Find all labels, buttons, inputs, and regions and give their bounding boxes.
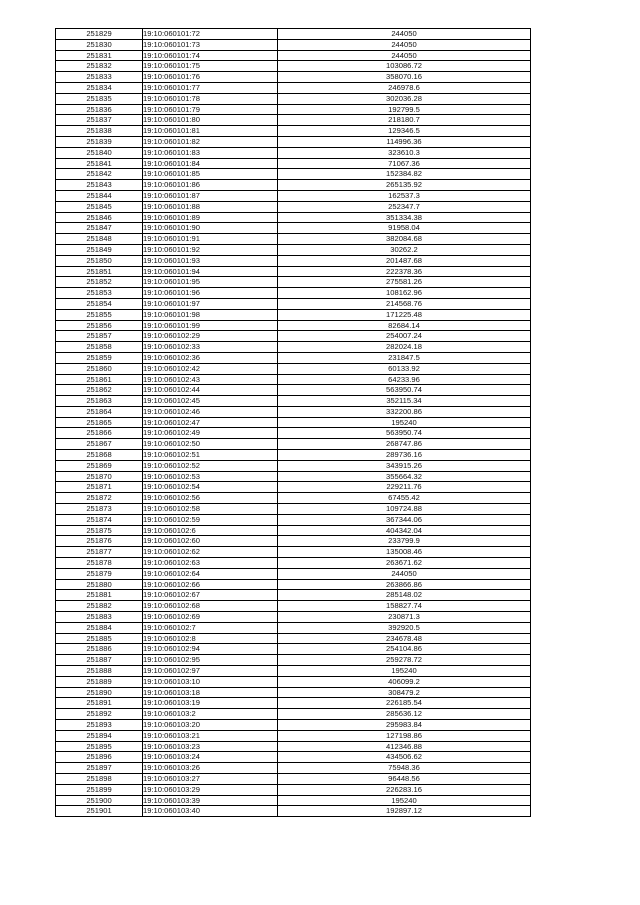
- row-number-cell: 251890: [56, 687, 143, 698]
- row-number-cell: 251834: [56, 82, 143, 93]
- cadastral-number-cell: 19:10:060102:8: [143, 633, 278, 644]
- row-number-cell: 251838: [56, 126, 143, 137]
- amount-cell: 323610.3: [278, 147, 531, 158]
- table-row: [56, 450, 531, 461]
- row-number-cell: 251867: [56, 439, 143, 450]
- amount-cell: 308479.2: [278, 687, 531, 698]
- table-row: [56, 579, 531, 590]
- amount-cell: 195240: [278, 666, 531, 677]
- amount-cell: 195240: [278, 795, 531, 806]
- cadastral-number-cell: 19:10:060102:49: [143, 428, 278, 439]
- table-row: [56, 763, 531, 774]
- cadastral-number-cell: 19:10:060102:29: [143, 331, 278, 342]
- amount-cell: 114996.36: [278, 136, 531, 147]
- row-number-cell: 251836: [56, 104, 143, 115]
- amount-cell: 218180.7: [278, 115, 531, 126]
- table-row: [56, 752, 531, 763]
- cadastral-number-cell: 19:10:060102:67: [143, 590, 278, 601]
- row-number-cell: 251875: [56, 525, 143, 536]
- cadastral-number-cell: 19:10:060102:54: [143, 482, 278, 493]
- table-row: [56, 331, 531, 342]
- amount-cell: 275581.26: [278, 277, 531, 288]
- cadastral-number-cell: 19:10:060101:96: [143, 288, 278, 299]
- amount-cell: 268747.86: [278, 439, 531, 450]
- amount-cell: 285636.12: [278, 709, 531, 720]
- table-row: [56, 29, 531, 40]
- amount-cell: 82684.14: [278, 320, 531, 331]
- table-row: [56, 525, 531, 536]
- table-row: [56, 709, 531, 720]
- cadastral-number-cell: 19:10:060103:18: [143, 687, 278, 698]
- table-row: [56, 439, 531, 450]
- cadastral-number-cell: 19:10:060101:79: [143, 104, 278, 115]
- row-number-cell: 251851: [56, 266, 143, 277]
- amount-cell: 226283.16: [278, 784, 531, 795]
- amount-cell: 259278.72: [278, 655, 531, 666]
- cadastral-number-cell: 19:10:060102:95: [143, 655, 278, 666]
- row-number-cell: 251887: [56, 655, 143, 666]
- row-number-cell: 251899: [56, 784, 143, 795]
- table-row: [56, 676, 531, 687]
- row-number-cell: 251872: [56, 493, 143, 504]
- row-number-cell: 251868: [56, 450, 143, 461]
- row-number-cell: 251840: [56, 147, 143, 158]
- row-number-cell: 251833: [56, 72, 143, 83]
- cadastral-number-cell: 19:10:060101:95: [143, 277, 278, 288]
- cadastral-number-cell: 19:10:060102:44: [143, 385, 278, 396]
- amount-cell: 108162.96: [278, 288, 531, 299]
- row-number-cell: 251831: [56, 50, 143, 61]
- table-row: [56, 558, 531, 569]
- amount-cell: 60133.92: [278, 363, 531, 374]
- amount-cell: 246978.6: [278, 82, 531, 93]
- row-number-cell: 251898: [56, 773, 143, 784]
- table-row: [56, 93, 531, 104]
- cadastral-number-cell: 19:10:060102:64: [143, 568, 278, 579]
- row-number-cell: 251874: [56, 514, 143, 525]
- cadastral-number-cell: 19:10:060102:58: [143, 504, 278, 515]
- cadastral-number-cell: 19:10:060102:52: [143, 460, 278, 471]
- amount-cell: 222378.36: [278, 266, 531, 277]
- row-number-cell: 251883: [56, 612, 143, 623]
- table-row: [56, 82, 531, 93]
- amount-cell: 233799.9: [278, 536, 531, 547]
- table-row: [56, 655, 531, 666]
- amount-cell: 289736.16: [278, 450, 531, 461]
- table-row: [56, 633, 531, 644]
- row-number-cell: 251878: [56, 558, 143, 569]
- table-row: [56, 255, 531, 266]
- amount-cell: 171225.48: [278, 309, 531, 320]
- amount-cell: 195240: [278, 417, 531, 428]
- amount-cell: 109724.88: [278, 504, 531, 515]
- cadastral-number-cell: 19:10:060103:40: [143, 806, 278, 817]
- amount-cell: 201487.68: [278, 255, 531, 266]
- row-number-cell: 251876: [56, 536, 143, 547]
- cadastral-number-cell: 19:10:060102:33: [143, 342, 278, 353]
- amount-cell: 162537.3: [278, 190, 531, 201]
- row-number-cell: 251901: [56, 806, 143, 817]
- amount-cell: 367344.06: [278, 514, 531, 525]
- table-row: [56, 666, 531, 677]
- cadastral-number-cell: 19:10:060101:76: [143, 72, 278, 83]
- cadastral-number-cell: 19:10:060102:94: [143, 644, 278, 655]
- table-row: [56, 547, 531, 558]
- row-number-cell: 251882: [56, 601, 143, 612]
- cadastral-number-cell: 19:10:060103:39: [143, 795, 278, 806]
- amount-cell: 192799.5: [278, 104, 531, 115]
- row-number-cell: 251893: [56, 720, 143, 731]
- amount-cell: 352115.34: [278, 396, 531, 407]
- table-row: [56, 169, 531, 180]
- row-number-cell: 251862: [56, 385, 143, 396]
- cadastral-number-cell: 19:10:060101:80: [143, 115, 278, 126]
- table-row: [56, 136, 531, 147]
- table-row: [56, 514, 531, 525]
- cadastral-number-cell: 19:10:060102:42: [143, 363, 278, 374]
- cadastral-number-cell: 19:10:060101:83: [143, 147, 278, 158]
- cadastral-number-cell: 19:10:060102:53: [143, 471, 278, 482]
- cadastral-number-cell: 19:10:060101:88: [143, 201, 278, 212]
- cadastral-number-cell: 19:10:060101:97: [143, 298, 278, 309]
- amount-cell: 302036.28: [278, 93, 531, 104]
- cadastral-number-cell: 19:10:060102:6: [143, 525, 278, 536]
- table-row: [56, 147, 531, 158]
- row-number-cell: 251873: [56, 504, 143, 515]
- amount-cell: 563950.74: [278, 385, 531, 396]
- row-number-cell: 251894: [56, 730, 143, 741]
- amount-cell: 404342.04: [278, 525, 531, 536]
- amount-cell: 64233.96: [278, 374, 531, 385]
- row-number-cell: 251866: [56, 428, 143, 439]
- amount-cell: 382084.68: [278, 234, 531, 245]
- table-row: [56, 385, 531, 396]
- row-number-cell: 251839: [56, 136, 143, 147]
- amount-cell: 75948.36: [278, 763, 531, 774]
- amount-cell: 412346.88: [278, 741, 531, 752]
- amount-cell: 244050: [278, 29, 531, 40]
- cadastral-number-cell: 19:10:060102:66: [143, 579, 278, 590]
- amount-cell: 244050: [278, 50, 531, 61]
- row-number-cell: 251877: [56, 547, 143, 558]
- amount-cell: 254007.24: [278, 331, 531, 342]
- amount-cell: 244050: [278, 568, 531, 579]
- table-row: [56, 784, 531, 795]
- row-number-cell: 251861: [56, 374, 143, 385]
- amount-cell: 392920.5: [278, 622, 531, 633]
- row-number-cell: 251849: [56, 244, 143, 255]
- cadastral-number-cell: 19:10:060102:36: [143, 352, 278, 363]
- cadastral-number-cell: 19:10:060101:73: [143, 39, 278, 50]
- amount-cell: 135008.46: [278, 547, 531, 558]
- cadastral-number-cell: 19:10:060103:27: [143, 773, 278, 784]
- table-row: [56, 180, 531, 191]
- amount-cell: 332200.86: [278, 406, 531, 417]
- table-row: [56, 212, 531, 223]
- row-number-cell: 251859: [56, 352, 143, 363]
- table-row: [56, 568, 531, 579]
- cadastral-number-cell: 19:10:060103:2: [143, 709, 278, 720]
- row-number-cell: 251860: [56, 363, 143, 374]
- row-number-cell: 251854: [56, 298, 143, 309]
- row-number-cell: 251855: [56, 309, 143, 320]
- row-number-cell: 251888: [56, 666, 143, 677]
- row-number-cell: 251891: [56, 698, 143, 709]
- table-row: [56, 234, 531, 245]
- cadastral-number-cell: 19:10:060101:85: [143, 169, 278, 180]
- amount-cell: 234678.48: [278, 633, 531, 644]
- cadastral-number-cell: 19:10:060102:69: [143, 612, 278, 623]
- table-row: [56, 126, 531, 137]
- table-row: [56, 396, 531, 407]
- row-number-cell: 251879: [56, 568, 143, 579]
- table-row: [56, 471, 531, 482]
- cadastral-number-cell: 19:10:060103:20: [143, 720, 278, 731]
- row-number-cell: 251889: [56, 676, 143, 687]
- table-row: [56, 266, 531, 277]
- cadastral-number-cell: 19:10:060101:94: [143, 266, 278, 277]
- row-number-cell: 251892: [56, 709, 143, 720]
- row-number-cell: 251846: [56, 212, 143, 223]
- amount-cell: 71067.36: [278, 158, 531, 169]
- table-row: [56, 374, 531, 385]
- row-number-cell: 251897: [56, 763, 143, 774]
- amount-cell: 351334.38: [278, 212, 531, 223]
- table-row: [56, 115, 531, 126]
- row-number-cell: 251881: [56, 590, 143, 601]
- amount-cell: 295983.84: [278, 720, 531, 731]
- table-row: [56, 201, 531, 212]
- amount-cell: 254104.86: [278, 644, 531, 655]
- table-row: [56, 104, 531, 115]
- amount-cell: 192897.12: [278, 806, 531, 817]
- amount-cell: 563950.74: [278, 428, 531, 439]
- table-row: [56, 601, 531, 612]
- amount-cell: 91958.04: [278, 223, 531, 234]
- amount-cell: 226185.54: [278, 698, 531, 709]
- cadastral-number-cell: 19:10:060102:59: [143, 514, 278, 525]
- table-row: [56, 72, 531, 83]
- cadastral-number-cell: 19:10:060103:19: [143, 698, 278, 709]
- cadastral-number-cell: 19:10:060103:29: [143, 784, 278, 795]
- row-number-cell: 251871: [56, 482, 143, 493]
- amount-cell: 265135.92: [278, 180, 531, 191]
- amount-cell: 152384.82: [278, 169, 531, 180]
- cadastral-number-cell: 19:10:060101:92: [143, 244, 278, 255]
- cadastral-number-cell: 19:10:060102:51: [143, 450, 278, 461]
- table-row: [56, 460, 531, 471]
- table-row: [56, 61, 531, 72]
- table-row: [56, 50, 531, 61]
- amount-cell: 230871.3: [278, 612, 531, 623]
- row-number-cell: 251900: [56, 795, 143, 806]
- cadastral-number-cell: 19:10:060101:86: [143, 180, 278, 191]
- table-row: [56, 644, 531, 655]
- amount-cell: 263866.86: [278, 579, 531, 590]
- cadastral-number-cell: 19:10:060101:87: [143, 190, 278, 201]
- row-number-cell: 251863: [56, 396, 143, 407]
- row-number-cell: 251845: [56, 201, 143, 212]
- amount-cell: 263671.62: [278, 558, 531, 569]
- table-row: [56, 493, 531, 504]
- table-row: [56, 590, 531, 601]
- row-number-cell: 251848: [56, 234, 143, 245]
- cadastral-number-cell: 19:10:060101:91: [143, 234, 278, 245]
- table-row: [56, 352, 531, 363]
- table-row: [56, 223, 531, 234]
- row-number-cell: 251843: [56, 180, 143, 191]
- amount-cell: 158827.74: [278, 601, 531, 612]
- amount-cell: 434506.62: [278, 752, 531, 763]
- table-body: [56, 29, 531, 817]
- data-table: [55, 28, 531, 817]
- row-number-cell: 251853: [56, 288, 143, 299]
- row-number-cell: 251842: [56, 169, 143, 180]
- row-number-cell: 251880: [56, 579, 143, 590]
- cadastral-number-cell: 19:10:060103:24: [143, 752, 278, 763]
- amount-cell: 229211.76: [278, 482, 531, 493]
- cadastral-number-cell: 19:10:060101:84: [143, 158, 278, 169]
- table-row: [56, 773, 531, 784]
- table-row: [56, 741, 531, 752]
- cadastral-number-cell: 19:10:060103:21: [143, 730, 278, 741]
- amount-cell: 406099.2: [278, 676, 531, 687]
- row-number-cell: 251858: [56, 342, 143, 353]
- table-row: [56, 158, 531, 169]
- amount-cell: 231847.5: [278, 352, 531, 363]
- table-row: [56, 720, 531, 731]
- row-number-cell: 251852: [56, 277, 143, 288]
- table-row: [56, 806, 531, 817]
- amount-cell: 214568.76: [278, 298, 531, 309]
- amount-cell: 127198.86: [278, 730, 531, 741]
- cadastral-number-cell: 19:10:060101:81: [143, 126, 278, 137]
- cadastral-number-cell: 19:10:060101:99: [143, 320, 278, 331]
- cadastral-number-cell: 19:10:060102:63: [143, 558, 278, 569]
- cadastral-number-cell: 19:10:060101:82: [143, 136, 278, 147]
- cadastral-number-cell: 19:10:060101:90: [143, 223, 278, 234]
- table-row: [56, 730, 531, 741]
- row-number-cell: 251841: [56, 158, 143, 169]
- amount-cell: 355664.32: [278, 471, 531, 482]
- cadastral-number-cell: 19:10:060101:78: [143, 93, 278, 104]
- row-number-cell: 251870: [56, 471, 143, 482]
- cadastral-number-cell: 19:10:060102:97: [143, 666, 278, 677]
- row-number-cell: 251835: [56, 93, 143, 104]
- table-row: [56, 482, 531, 493]
- amount-cell: 282024.18: [278, 342, 531, 353]
- row-number-cell: 251856: [56, 320, 143, 331]
- row-number-cell: 251864: [56, 406, 143, 417]
- cadastral-number-cell: 19:10:060102:60: [143, 536, 278, 547]
- row-number-cell: 251837: [56, 115, 143, 126]
- cadastral-number-cell: 19:10:060102:50: [143, 439, 278, 450]
- row-number-cell: 251857: [56, 331, 143, 342]
- table-row: [56, 417, 531, 428]
- amount-cell: 343915.26: [278, 460, 531, 471]
- table-row: [56, 342, 531, 353]
- row-number-cell: 251886: [56, 644, 143, 655]
- row-number-cell: 251832: [56, 61, 143, 72]
- cadastral-number-cell: 19:10:060102:43: [143, 374, 278, 385]
- amount-cell: 103086.72: [278, 61, 531, 72]
- cadastral-number-cell: 19:10:060102:7: [143, 622, 278, 633]
- row-number-cell: 251885: [56, 633, 143, 644]
- row-number-cell: 251865: [56, 417, 143, 428]
- amount-cell: 30262.2: [278, 244, 531, 255]
- table-row: [56, 622, 531, 633]
- table-row: [56, 406, 531, 417]
- cadastral-number-cell: 19:10:060102:45: [143, 396, 278, 407]
- table-row: [56, 244, 531, 255]
- cadastral-number-cell: 19:10:060101:74: [143, 50, 278, 61]
- cadastral-number-cell: 19:10:060102:62: [143, 547, 278, 558]
- cadastral-number-cell: 19:10:060102:46: [143, 406, 278, 417]
- table-row: [56, 288, 531, 299]
- table-row: [56, 687, 531, 698]
- table-row: [56, 698, 531, 709]
- table-row: [56, 298, 531, 309]
- row-number-cell: 251895: [56, 741, 143, 752]
- cadastral-number-cell: 19:10:060102:47: [143, 417, 278, 428]
- row-number-cell: 251884: [56, 622, 143, 633]
- amount-cell: 285148.02: [278, 590, 531, 601]
- cadastral-number-cell: 19:10:060102:68: [143, 601, 278, 612]
- amount-cell: 129346.5: [278, 126, 531, 137]
- amount-cell: 252347.7: [278, 201, 531, 212]
- table-row: [56, 320, 531, 331]
- cadastral-number-cell: 19:10:060101:93: [143, 255, 278, 266]
- row-number-cell: 251869: [56, 460, 143, 471]
- row-number-cell: 251896: [56, 752, 143, 763]
- cadastral-number-cell: 19:10:060103:26: [143, 763, 278, 774]
- cadastral-number-cell: 19:10:060103:23: [143, 741, 278, 752]
- row-number-cell: 251850: [56, 255, 143, 266]
- cadastral-number-cell: 19:10:060101:75: [143, 61, 278, 72]
- amount-cell: 67455.42: [278, 493, 531, 504]
- amount-cell: 358070.16: [278, 72, 531, 83]
- table-row: [56, 309, 531, 320]
- cadastral-number-cell: 19:10:060101:72: [143, 29, 278, 40]
- table-row: [56, 428, 531, 439]
- table-row: [56, 363, 531, 374]
- table-row: [56, 536, 531, 547]
- table-row: [56, 190, 531, 201]
- cadastral-number-cell: 19:10:060102:56: [143, 493, 278, 504]
- table-row: [56, 612, 531, 623]
- row-number-cell: 251830: [56, 39, 143, 50]
- table-row: [56, 795, 531, 806]
- amount-cell: 244050: [278, 39, 531, 50]
- table-row: [56, 277, 531, 288]
- table-row: [56, 504, 531, 515]
- row-number-cell: 251847: [56, 223, 143, 234]
- table-row: [56, 39, 531, 50]
- cadastral-number-cell: 19:10:060101:98: [143, 309, 278, 320]
- cadastral-number-cell: 19:10:060103:10: [143, 676, 278, 687]
- cadastral-number-cell: 19:10:060101:77: [143, 82, 278, 93]
- row-number-cell: 251829: [56, 29, 143, 40]
- amount-cell: 96448.56: [278, 773, 531, 784]
- cadastral-number-cell: 19:10:060101:89: [143, 212, 278, 223]
- row-number-cell: 251844: [56, 190, 143, 201]
